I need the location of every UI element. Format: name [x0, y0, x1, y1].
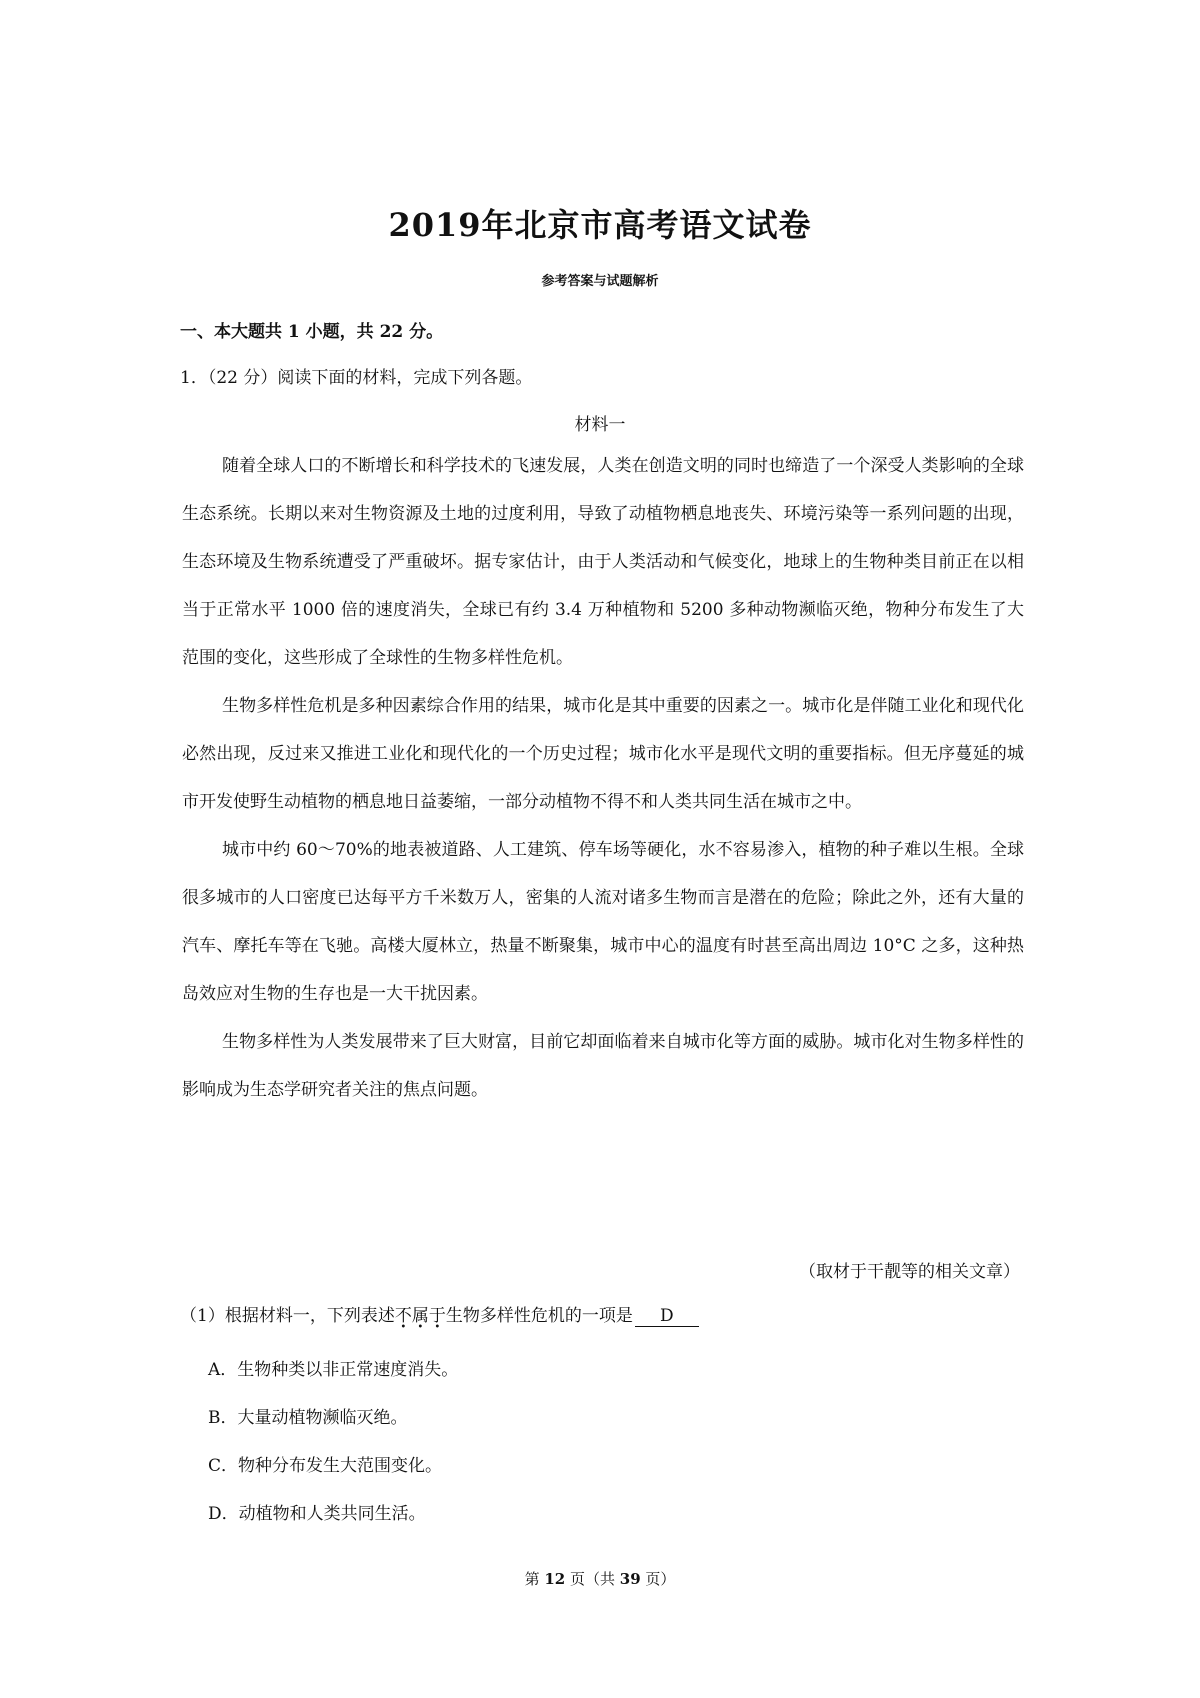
paragraph: 随着全球人口的不断增长和科学技术的飞速发展，人类在创造文明的同时也缔造了一个深受人类影响的全球生态系统。长期以来对生物资源及土地的过度利用，导致了动植物栖息地丧失、环境污染等一系列问题的出现，生态环境及生物系统遭受了严重破坏。据专家估计，由于人类活动和气候变化，地球上的生物种类目前正在以相当于正常水平 1000 倍的速度消失，全球已有约 3.4 万种植物和 5200 多种动物濒临灭绝，物种分布发生了大范围的变化，这些形成了全球性的生物多样性危机。	[182, 456, 1024, 668]
question-stem: 1．（22 分）阅读下面的材料，完成下列各题。	[180, 368, 533, 388]
paragraph: 城市中约 60～70%的地表被道路、人工建筑、停车场等硬化，水不容易渗入，植物的种子难以生根。全球很多城市的人口密度已达每平方千米数万人，密集的人流对诸多生物而言是潜在的危险；除此之外，还有大量的汽车、摩托车等在飞驰。高楼大厦林立，热量不断聚集，城市中心的温度有时甚至高出周边 10°C 之多，这种热岛效应对生物的生存也是一大干扰因素。	[182, 840, 1024, 1004]
option-b: B．大量动植物濒临灭绝。	[208, 1408, 408, 1428]
answer-blank: D	[635, 1306, 699, 1327]
page-footer: 第 12 页（共 39 页）	[524, 1570, 676, 1588]
paragraph: 生物多样性为人类发展带来了巨大财富，目前它却面临着来自城市化等方面的威胁。城市化对生物多样性的影响成为生态学研究者关注的焦点问题。	[182, 1032, 1024, 1100]
sub-question-1	[180, 1301, 699, 1327]
material-body	[182, 442, 1024, 1114]
material-source: （取材于干靓等的相关文章）	[799, 1262, 1020, 1282]
paragraph: 生物多样性危机是多种因素综合作用的结果，城市化是其中重要的因素之一。城市化是伴随工业化和现代化必然出现，反过来又推进工业化和现代化的一个历史过程；城市化水平是现代文明的重要指标。但无序蔓延的城市开发使野生动植物的栖息地日益萎缩，一部分动植物不得不和人类共同生活在城市之中。	[182, 696, 1024, 812]
option-a: A．生物种类以非正常速度消失。	[208, 1360, 459, 1380]
page-subtitle: 参考答案与试题解析	[541, 274, 659, 289]
material-title: 材料一	[574, 415, 626, 435]
emphasis-char: 于	[428, 1306, 446, 1326]
current-page-number: 12	[544, 1570, 566, 1588]
page-title: 2019年北京市高考语文试卷	[388, 206, 812, 244]
sub-question-prefix: （1）根据材料一，下列表述	[180, 1306, 395, 1326]
section-heading: 一、本大题共 1 小题，共 22 分。	[180, 322, 444, 342]
sub-question-suffix: 生物多样性危机的一项是	[445, 1306, 633, 1326]
option-d: D．动植物和人类共同生活。	[208, 1504, 426, 1524]
emphasis-char: 属	[411, 1306, 429, 1326]
emphasis-char: 不	[394, 1306, 412, 1326]
total-page-number: 39	[619, 1570, 641, 1588]
option-c: C．物种分布发生大范围变化。	[208, 1456, 443, 1476]
